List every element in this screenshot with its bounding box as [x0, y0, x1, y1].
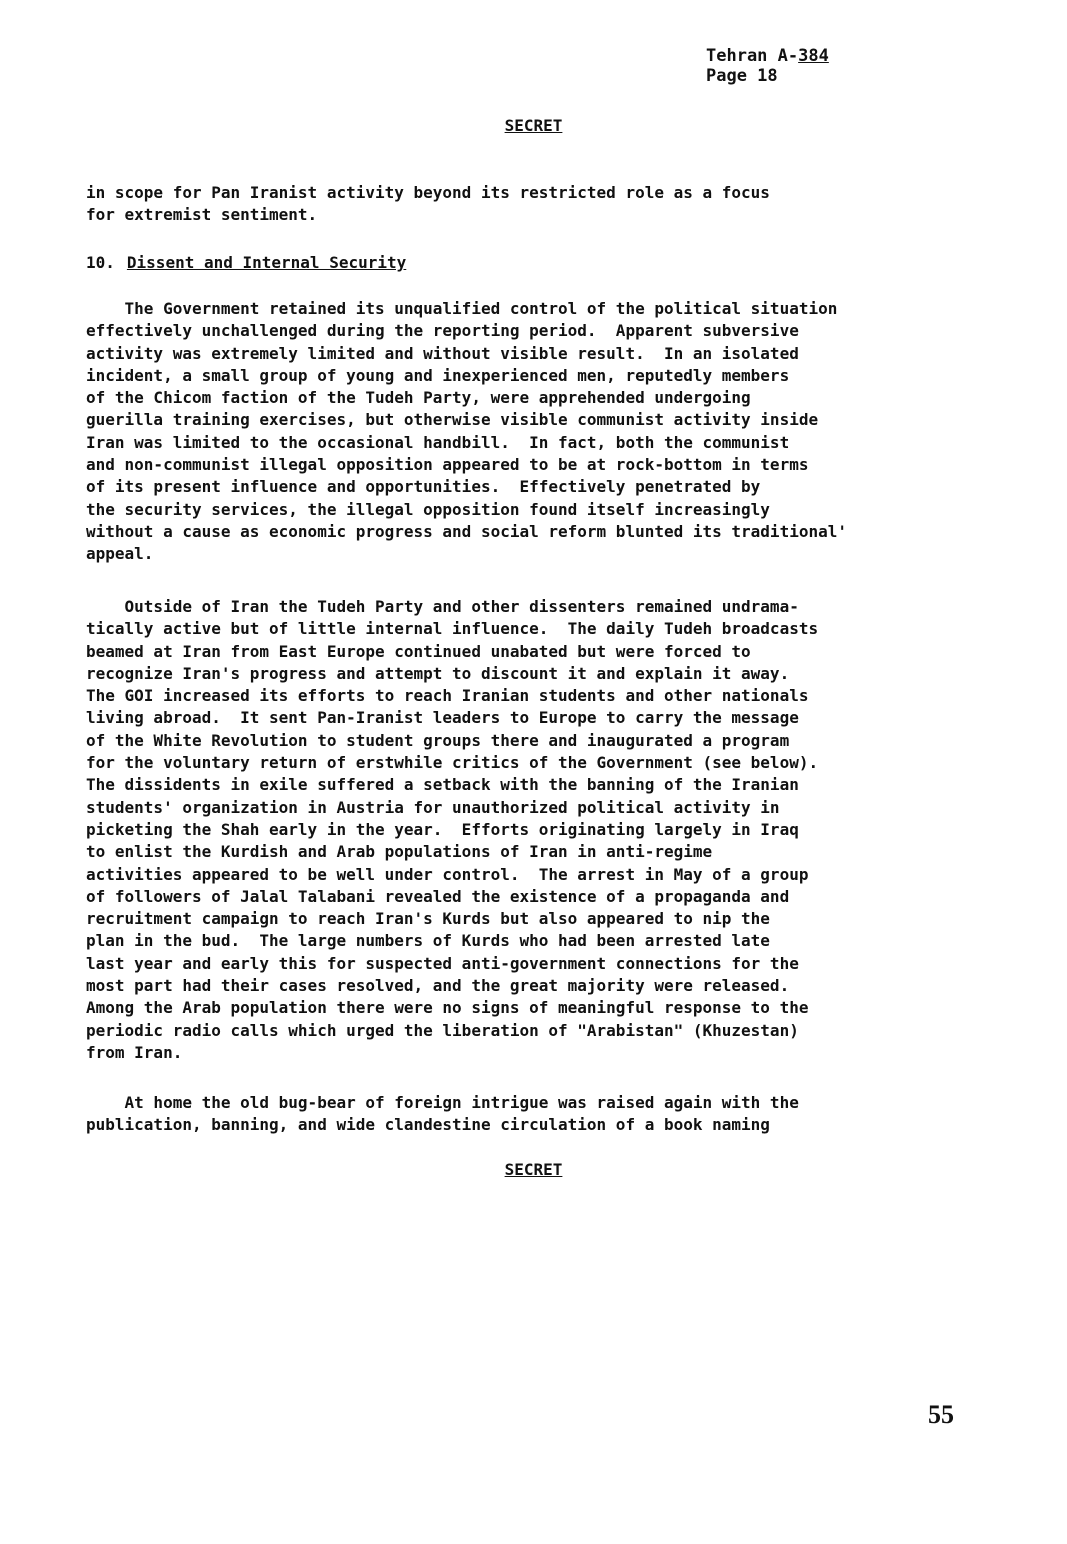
text-line: effectively unchallenged during the reporting period. Apparent subversive: [86, 321, 799, 341]
text-line: At home the old bug-bear of foreign intrigue was raised again with the: [86, 1093, 799, 1112]
page-number: 55: [928, 1400, 954, 1429]
text-line: The dissidents in exile suffered a setback with the banning of the Iranian: [86, 775, 799, 795]
text-line: the security services, the illegal opposition found itself increasingly: [86, 499, 770, 519]
paragraph-3: [86, 1092, 986, 1137]
text-line: Iran was limited to the occasional handbill. In fact, both the communist: [86, 432, 790, 452]
text-line: periodic radio calls which urged the liberation of "Arabistan" (Khuzestan): [86, 1020, 799, 1040]
text-line: Outside of Iran the Tudeh Party and other dissenters remained undrama-: [86, 597, 799, 616]
text-line: of followers of Jalal Talabani revealed the existence of a propaganda and: [86, 886, 790, 906]
paragraph-1: [86, 298, 986, 566]
section-number: 10.: [86, 253, 115, 272]
text-line: The GOI increased its efforts to reach Iranian students and other nationals: [86, 686, 809, 706]
section-title: Dissent and Internal Security: [126, 253, 407, 272]
text-line: in scope for Pan Iranist activity beyond its restricted role as a focus: [86, 183, 770, 202]
text-line: for the voluntary return of erstwhile critics of the Government (see below).: [86, 753, 819, 773]
classification-top: SECRET: [504, 116, 563, 135]
text-line: recognize Iran's progress and attempt to discount it and explain it away.: [86, 663, 790, 683]
text-line: Among the Arab population there were no signs of meaningful response to the: [86, 998, 809, 1018]
text-line: incident, a small group of young and inexperienced men, reputedly members: [86, 365, 790, 385]
section-heading: [86, 253, 406, 272]
text-line: beamed at Iran from East Europe continued unabated but were forced to: [86, 641, 751, 661]
paragraph-2: [86, 596, 986, 1064]
continuation-text: [86, 182, 986, 227]
text-line: appeal.: [86, 544, 154, 564]
text-line: without a cause as economic progress and social reform blunted its traditional': [86, 521, 847, 541]
text-line: to enlist the Kurdish and Arab populations of Iran in anti-regime: [86, 842, 713, 862]
text-line: and non-communist illegal opposition appeared to be at rock-bottom in terms: [86, 455, 809, 475]
text-line: students' organization in Austria for unauthorized political activity in: [86, 797, 780, 817]
airgram-prefix: Tehran A-: [706, 46, 799, 66]
text-line: tically active but of little internal influence. The daily Tudeh broadcasts: [86, 619, 819, 639]
airgram-number: 384: [798, 46, 829, 66]
text-line: of the Chicom faction of the Tudeh Party, were apprehended undergoing: [86, 388, 751, 408]
text-line: of its present influence and opportunities. Effectively penetrated by: [86, 477, 761, 497]
text-line: activity was extremely limited and without visible result. In an isolated: [86, 343, 799, 363]
text-line: picketing the Shah early in the year. Efforts originating largely in Iraq: [86, 819, 799, 839]
text-line: plan in the bud. The large numbers of Kurds who had been arrested late: [86, 931, 770, 951]
airgram-reference: [706, 46, 829, 66]
classification-bottom: SECRET: [504, 1160, 563, 1179]
text-line: The Government retained its unqualified control of the political situation: [86, 299, 838, 318]
text-line: publication, banning, and wide clandestine circulation of a book naming: [86, 1115, 770, 1135]
text-line: for extremist sentiment.: [86, 205, 318, 225]
text-line: last year and early this for suspected anti-government connections for the: [86, 953, 799, 973]
document-reference: [706, 46, 829, 86]
text-line: recruitment campaign to reach Iran's Kurds but also appeared to nip the: [86, 909, 770, 929]
page-label: Page 18: [706, 66, 778, 86]
text-line: of the White Revolution to student groups there and inaugurated a program: [86, 730, 790, 750]
text-line: living abroad. It sent Pan-Iranist leaders to Europe to carry the message: [86, 708, 799, 728]
text-line: most part had their cases resolved, and the great majority were released.: [86, 976, 790, 996]
text-line: guerilla training exercises, but otherwise visible communist activity inside: [86, 410, 819, 430]
text-line: activities appeared to be well under control. The arrest in May of a group: [86, 864, 809, 884]
text-line: from Iran.: [86, 1042, 183, 1062]
